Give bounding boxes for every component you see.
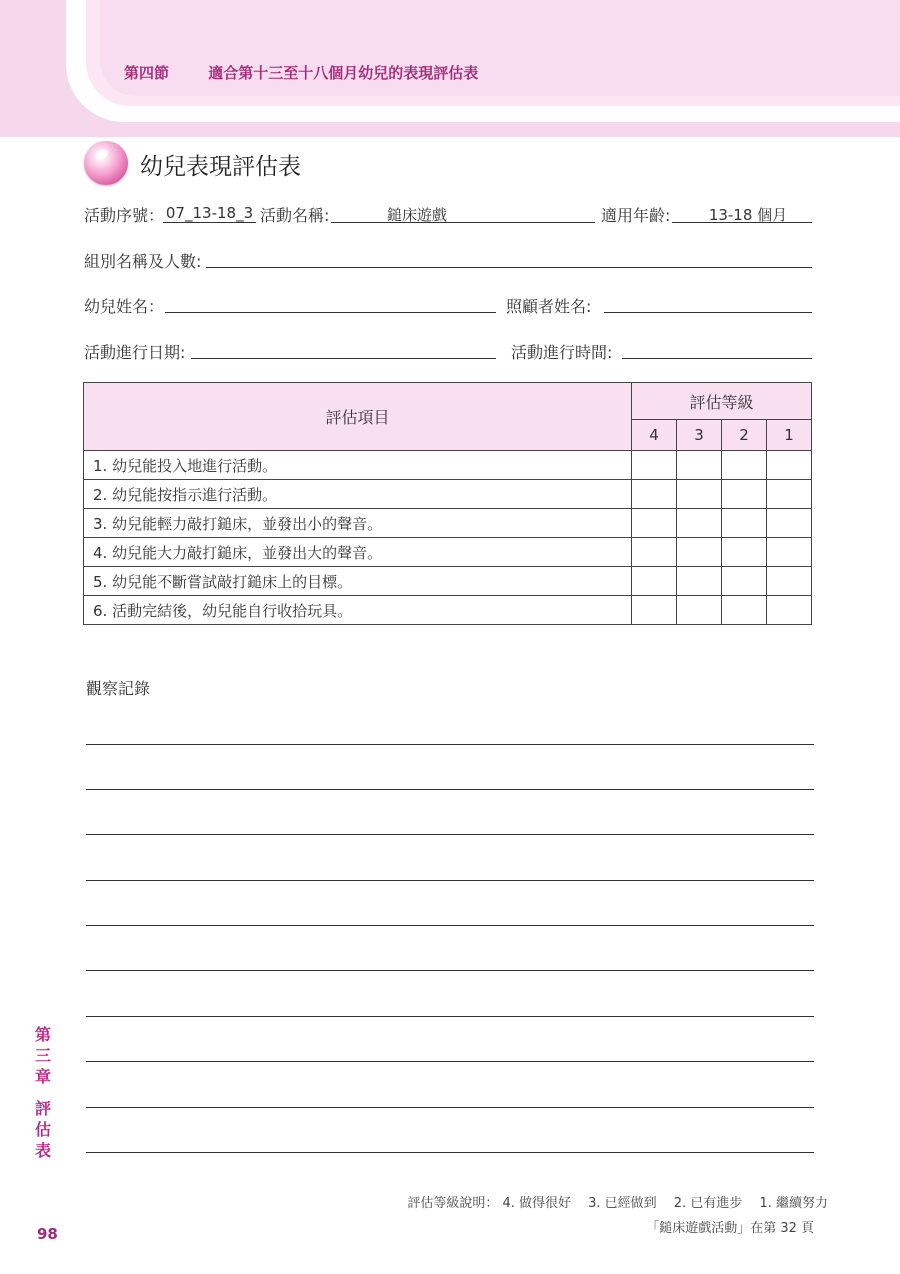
group-label: 組別名稱及人數:	[84, 252, 202, 271]
page-number: 98	[37, 1225, 58, 1243]
section-header	[124, 62, 478, 83]
activity-no-line	[163, 222, 256, 223]
child-name-input-line[interactable]	[165, 312, 496, 313]
chapter-name-char: 估	[34, 1120, 51, 1139]
observation-title: 觀察記錄	[86, 679, 151, 698]
caregiver-label: 照顧者姓名:	[506, 297, 592, 316]
evaluation-table	[83, 382, 812, 625]
grade-cell[interactable]	[767, 480, 812, 509]
grade-cell[interactable]	[677, 509, 722, 538]
evaluation-item: 4. 幼兒能大力敲打鎚床，並發出大的聲音。	[84, 538, 632, 567]
grade-cell[interactable]	[632, 596, 677, 625]
grade-cell[interactable]	[677, 567, 722, 596]
observation-line[interactable]	[86, 744, 814, 745]
evaluation-item: 5. 幼兒能不斷嘗試敲打鎚床上的目標。	[84, 567, 632, 596]
grade-cell[interactable]	[677, 538, 722, 567]
observation-line[interactable]	[86, 1152, 814, 1153]
grade-cell[interactable]	[722, 596, 767, 625]
group-input-line[interactable]	[206, 267, 812, 268]
age-value[interactable]: 13-18 個月	[708, 206, 788, 224]
chapter-name-char: 評	[34, 1099, 51, 1118]
section-title: 適合第十三至十八個月幼兒的表現評估表	[208, 64, 479, 82]
activity-no-value[interactable]: 07_13-18_3	[165, 204, 254, 222]
observation-line[interactable]	[86, 880, 814, 881]
date-label: 活動進行日期:	[84, 343, 186, 362]
activity-reference: 「鎚床遊戲活動」在第 32 頁	[646, 1221, 814, 1236]
table-row	[84, 596, 812, 625]
pink-bubble-icon	[84, 141, 128, 185]
evaluation-item: 1. 幼兒能投入地進行活動。	[84, 451, 632, 480]
grade-cell[interactable]	[722, 538, 767, 567]
grade-cell[interactable]	[767, 596, 812, 625]
grade-cell[interactable]	[722, 451, 767, 480]
grade-cell[interactable]	[677, 480, 722, 509]
grade-cell[interactable]	[632, 509, 677, 538]
grade-cell[interactable]	[767, 509, 812, 538]
grade-cell[interactable]	[632, 480, 677, 509]
grade-cell[interactable]	[632, 451, 677, 480]
grade-cell[interactable]	[722, 480, 767, 509]
observation-line[interactable]	[86, 925, 814, 926]
date-input-line[interactable]	[191, 358, 496, 359]
grade-1-header: 1	[767, 420, 812, 451]
observation-line[interactable]	[86, 1016, 814, 1017]
observation-line[interactable]	[86, 834, 814, 835]
grade-cell[interactable]	[767, 451, 812, 480]
table-row	[84, 509, 812, 538]
activity-name-value[interactable]: 鎚床遊戲	[386, 206, 447, 224]
observation-line[interactable]	[86, 1107, 814, 1108]
observation-line[interactable]	[86, 970, 814, 971]
child-name-label: 幼兒姓名：	[84, 297, 165, 316]
observation-line[interactable]	[86, 1061, 814, 1062]
age-label: 適用年齡:	[601, 206, 671, 225]
grade-cell[interactable]	[677, 451, 722, 480]
observation-line[interactable]	[86, 789, 814, 790]
evaluation-item: 2. 幼兒能按指示進行活動。	[84, 480, 632, 509]
grade-cell[interactable]	[767, 567, 812, 596]
time-input-line[interactable]	[622, 358, 812, 359]
evaluation-item: 3. 幼兒能輕力敲打鎚床，並發出小的聲音。	[84, 509, 632, 538]
chapter-char: 章	[34, 1067, 51, 1086]
grade-legend: 評估等級說明： 4. 做得很好 3. 已經做到 2. 已有進步 1. 繼續努力	[407, 1196, 828, 1211]
chapter-side-label	[33, 1024, 53, 1161]
chapter-char: 三	[34, 1046, 51, 1065]
chapter-char: 第	[34, 1025, 51, 1044]
grade-cell[interactable]	[677, 596, 722, 625]
grade-3-header: 3	[677, 420, 722, 451]
table-row	[84, 538, 812, 567]
caregiver-input-line[interactable]	[604, 312, 812, 313]
form-title: 幼兒表現評估表	[140, 154, 301, 180]
grade-cell[interactable]	[767, 538, 812, 567]
item-column-header: 評估項目	[84, 383, 632, 451]
time-label: 活動進行時間:	[511, 343, 613, 362]
evaluation-item: 6. 活動完結後，幼兒能自行收拾玩具。	[84, 596, 632, 625]
grade-cell[interactable]	[632, 567, 677, 596]
grade-4-header: 4	[632, 420, 677, 451]
section-number: 第四節	[124, 64, 170, 82]
activity-name-label: 活動名稱:	[260, 206, 330, 225]
table-row	[84, 451, 812, 480]
activity-no-label: 活動序號：	[84, 206, 165, 225]
grade-cell[interactable]	[722, 509, 767, 538]
grade-cell[interactable]	[722, 567, 767, 596]
grade-column-header: 評估等級	[632, 383, 812, 420]
chapter-name-char: 表	[34, 1141, 51, 1160]
grade-2-header: 2	[722, 420, 767, 451]
table-row	[84, 567, 812, 596]
side-spacer	[33, 1087, 53, 1098]
grade-cell[interactable]	[632, 538, 677, 567]
table-row	[84, 480, 812, 509]
